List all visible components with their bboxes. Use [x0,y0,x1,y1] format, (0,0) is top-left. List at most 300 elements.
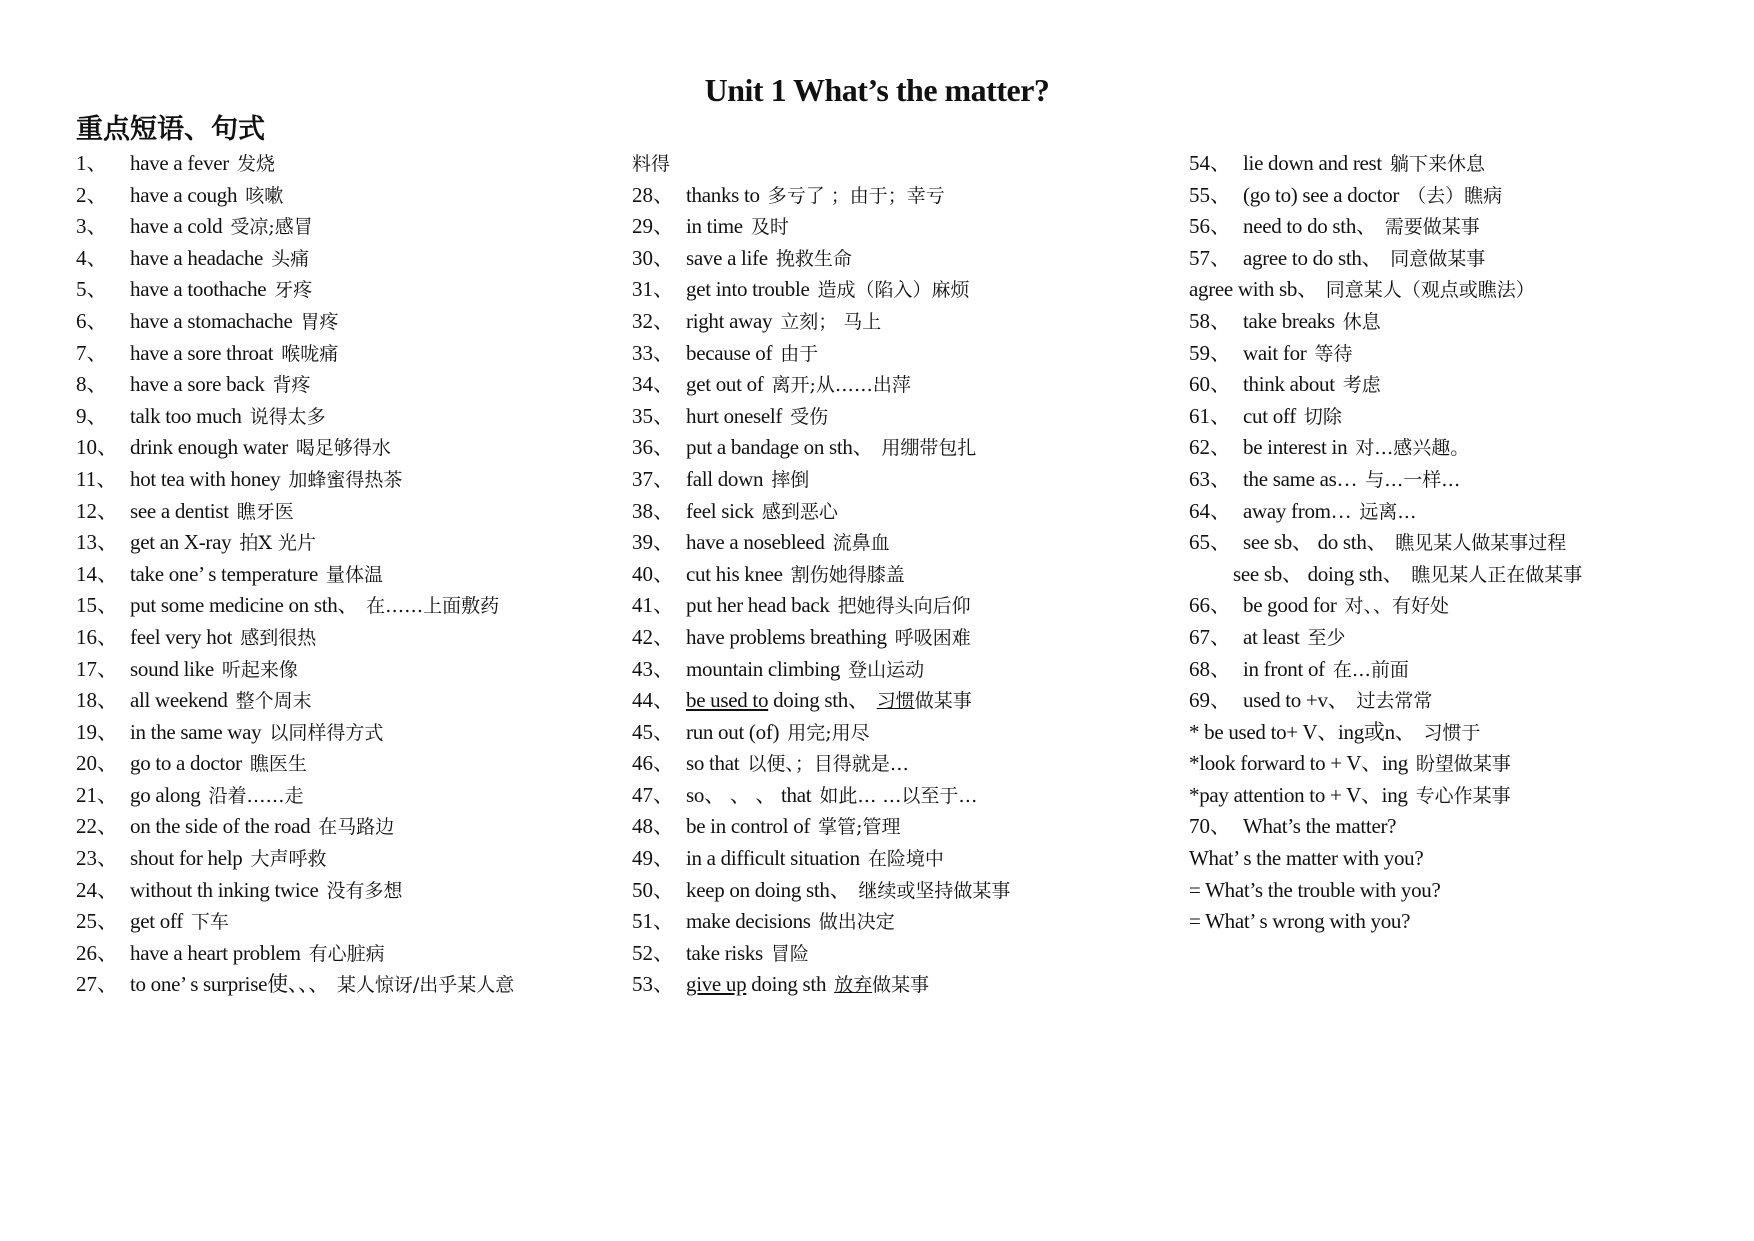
phrase-item [632,496,1172,528]
phrase-english: right away [686,308,773,333]
phrase-chinese: 拍X 光片 [239,532,316,555]
item-number: 26、 [76,940,118,965]
phrase-chinese-underlined: 放弃 [834,974,873,997]
item-number: 44、 [632,688,674,713]
item-number: 38、 [632,498,674,523]
item-number: 48、 [632,814,674,839]
phrase-chinese: 割伤她得膝盖 [790,563,905,586]
phrase-item [1189,811,1729,843]
phrase-item [1189,906,1729,938]
phrase-english: all weekend [130,688,228,713]
phrase-english: doing sth、 [768,688,869,713]
phrase-chinese: （去）瞧病 [1407,184,1503,207]
phrase-chinese: 做出决定 [818,911,895,934]
item-number: 39、 [632,530,674,555]
phrase-chinese: 瞧见某人做某事过程 [1395,532,1567,555]
phrase-chinese: 专心作某事 [1415,784,1511,807]
phrase-chinese: 同意做某事 [1390,247,1486,270]
item-number: 61、 [1189,403,1231,428]
item-number: 47、 [632,782,674,807]
phrase-english: see sb、 doing sth、 [1233,561,1404,586]
phrase-english: have a headache [130,245,264,270]
item-number: 70、 [1189,814,1231,839]
phrase-item [632,464,1172,496]
phrase-item [76,811,616,843]
phrase-item [1189,496,1729,528]
phrase-english: have a cough [130,182,238,207]
phrase-chinese: 感到恶心 [761,500,838,523]
phrase-chinese: 背疼 [272,374,311,397]
phrase-chinese: 摔倒 [771,468,810,491]
phrase-english: talk too much [130,403,242,428]
phrase-chinese: 切除 [1303,405,1342,428]
phrase-english: put some medicine on sth、 [130,593,359,618]
phrase-item [76,464,616,496]
item-number: 50、 [632,877,674,902]
phrase-english: shout for help [130,846,243,871]
phrase-chinese: 量体温 [326,563,384,586]
phrase-english: so、 、 、 that [686,782,812,807]
item-number: 36、 [632,435,674,460]
phrase-chinese: 登山运动 [848,658,925,681]
phrase-item [1189,180,1729,212]
phrase-chinese: 离开;从……出萍 [771,374,911,397]
item-number: 46、 [632,751,674,776]
phrase-item [1189,748,1729,780]
phrase-english: without th inking twice [130,877,319,902]
phrase-english: have a stomachache [130,308,293,333]
phrase-item [76,338,616,370]
phrase-chinese: 有心脏病 [308,942,385,965]
section-heading: 重点短语、句式 [76,114,265,145]
phrase-english: think about [1243,372,1335,397]
item-number: 56、 [1189,214,1231,239]
item-number: 11、 [76,466,118,491]
phrase-item [632,306,1172,338]
column-2-continuation [632,148,1172,180]
phrase-item [76,748,616,780]
item-number: 28、 [632,182,674,207]
phrase-chinese: 考虑 [1342,374,1381,397]
phrase-english: have a nosebleed [686,530,825,555]
phrase-item [632,780,1172,812]
phrase-english: sound like [130,656,214,681]
phrase-item [76,685,616,717]
item-number: 22、 [76,814,118,839]
item-number: 6、 [76,308,108,333]
phrase-english-underlined: be used to [686,688,769,713]
phrase-item [632,748,1172,780]
phrase-item [1189,211,1729,243]
phrase-chinese: 及时 [750,216,789,239]
phrase-chinese: 受伤 [790,405,829,428]
phrase-item [632,401,1172,433]
phrase-chinese: 把她得头向后仰 [837,595,971,618]
phrase-chinese: 掌管;管理 [818,816,901,839]
phrase-english: be in control of [686,814,811,839]
phrase-chinese: 瞧牙医 [236,500,294,523]
phrase-english: *pay attention to + V、ing [1189,782,1408,807]
phrase-chinese: 没有多想 [326,879,403,902]
item-number: 13、 [76,530,118,555]
item-number: 1、 [76,151,108,175]
phrase-item [76,590,616,622]
item-number: 3、 [76,214,108,239]
phrase-chinese: 立刻； 马上 [780,310,882,333]
phrase-english: go along [130,782,201,807]
item-number: 51、 [632,909,674,934]
phrase-item [1189,527,1729,559]
phrase-chinese: 在…前面 [1332,658,1409,681]
item-number: 27、 [76,972,118,997]
item-number: 31、 [632,277,674,302]
item-number: 30、 [632,245,674,270]
item-number: 42、 [632,624,674,649]
phrase-english: to one’ s surprise使、、、 [130,972,329,997]
phrase-english: lie down and rest [1243,151,1382,175]
phrase-chinese: 与…一样… [1365,468,1461,491]
item-number: 41、 [632,593,674,618]
item-number: 21、 [76,782,118,807]
phrase-item [632,338,1172,370]
phrase-item [76,369,616,401]
phrase-item [1189,464,1729,496]
phrase-english: in a difficult situation [686,846,860,871]
phrase-item [76,717,616,749]
phrase-chinese: 冒险 [770,942,809,965]
page-title: Unit 1 What’s the matter? [704,72,1050,108]
item-number: 18、 [76,688,118,713]
item-number: 65、 [1189,530,1231,555]
phrase-english: have a sore back [130,372,265,397]
phrase-chinese: 造成（陷入）麻烦 [817,279,970,302]
phrase-english: fall down [686,466,764,491]
phrase-english: have a toothache [130,277,267,302]
phrase-english: in front of [1243,656,1325,681]
phrase-chinese: 瞧医生 [249,753,307,776]
phrase-english: have a sore throat [130,340,274,365]
phrase-item [632,685,1172,717]
phrase-chinese: 同意某人（观点或瞧法） [1325,279,1535,302]
phrase-item [76,432,616,464]
phrase-item [632,938,1172,970]
phrase-english: need to do sth、 [1243,214,1377,239]
phrase-item [1189,148,1729,180]
item-number: 14、 [76,561,118,586]
item-number: 24、 [76,877,118,902]
phrase-english: take one’ s temperature [130,561,319,586]
phrase-english: feel sick [686,498,754,523]
phrase-english: take breaks [1243,308,1335,333]
phrase-item [76,875,616,907]
phrase-chinese-underlined: 习惯 [876,690,915,713]
item-number: 60、 [1189,372,1231,397]
phrase-item [76,654,616,686]
phrase-chinese: 说得太多 [249,405,326,428]
item-number: 32、 [632,308,674,333]
phrase-english: What’ s the matter with you? [1189,846,1424,871]
item-number: 58、 [1189,308,1231,333]
phrase-item [76,843,616,875]
phrase-chinese: 某人惊讶/出乎某人意 [336,974,515,997]
item-number: 64、 [1189,498,1231,523]
phrase-english: keep on doing sth、 [686,877,851,902]
continuation-text: 料得 [632,153,671,175]
item-number: 8、 [76,372,108,397]
phrase-english: go to a doctor [130,751,242,776]
phrase-english: make decisions [686,909,811,934]
phrase-english: because of [686,340,773,365]
phrase-item [632,211,1172,243]
phrase-item [632,622,1172,654]
phrase-chinese: 做某事 [914,690,972,713]
phrase-english: used to +v、 [1243,688,1349,713]
phrase-english: put her head back [686,593,830,618]
phrase-chinese: 需要做某事 [1384,216,1480,239]
phrase-item [76,274,616,306]
phrase-chinese: 咳嗽 [245,184,284,207]
item-number: 66、 [1189,593,1231,618]
item-number: 57、 [1189,245,1231,270]
item-number: 2、 [76,182,108,207]
phrase-english: see sb、 do sth、 [1243,530,1388,555]
item-number: 9、 [76,403,108,428]
phrase-item [1189,274,1729,306]
phrase-english: be good for [1243,593,1337,618]
phrase-item [76,622,616,654]
phrase-english: have a fever [130,151,229,175]
phrase-english: doing sth [746,972,827,997]
phrase-english: have a cold [130,214,223,239]
phrase-english: agree with sb、 [1189,277,1318,302]
phrase-chinese: 对、、有好处 [1344,595,1450,618]
phrase-english: wait for [1243,340,1307,365]
phrase-item [1189,717,1729,749]
phrase-chinese: 等待 [1314,342,1353,365]
item-number: 35、 [632,403,674,428]
item-number: 20、 [76,751,118,776]
phrase-chinese: 如此… …以至于… [819,784,978,807]
phrase-chinese: 躺下来休息 [1389,153,1485,175]
phrase-item [1189,780,1729,812]
phrase-item [632,180,1172,212]
phrase-item [1189,875,1729,907]
phrase-english: hot tea with honey [130,466,281,491]
item-number: 49、 [632,846,674,871]
phrase-english: thanks to [686,182,760,207]
phrase-item [76,938,616,970]
phrase-chinese: 用绷带包扎 [881,437,977,460]
phrase-chinese: 瞧见某人正在做某事 [1411,563,1583,586]
phrase-english: at least [1243,624,1300,649]
item-number: 69、 [1189,688,1231,713]
phrase-english: save a life [686,245,768,270]
phrase-english: drink enough water [130,435,288,460]
item-number: 19、 [76,719,118,744]
phrase-english: *look forward to + V、ing [1189,751,1408,776]
phrase-item [632,811,1172,843]
phrase-chinese: 由于 [780,342,819,365]
phrase-english: (go to) see a doctor [1243,182,1400,207]
phrase-item [632,243,1172,275]
phrase-item [1189,559,1729,591]
phrase-chinese: 流鼻血 [832,532,890,555]
phrase-english: cut his knee [686,561,783,586]
phrase-english: mountain climbing [686,656,841,681]
phrase-english-underlined: give up [686,972,747,997]
phrase-chinese: 用完;用尽 [787,721,870,744]
item-number: 4、 [76,245,108,270]
phrase-chinese: 挽救生命 [775,247,852,270]
phrase-item [76,401,616,433]
phrase-chinese: 多亏了 ；由于；幸亏 [767,184,945,207]
item-number: 17、 [76,656,118,681]
item-number: 12、 [76,498,118,523]
item-number: 59、 [1189,340,1231,365]
phrase-english: = What’s the trouble with you? [1189,877,1441,902]
item-number: 53、 [632,972,674,997]
phrase-item [632,843,1172,875]
phrase-english: get out of [686,372,764,397]
phrase-item [1189,401,1729,433]
item-number: 62、 [1189,435,1231,460]
phrase-item [632,369,1172,401]
item-number: 5、 [76,277,108,302]
phrase-chinese: 沿着……走 [208,784,304,807]
item-number: 67、 [1189,624,1231,649]
phrase-english: run out (of) [686,719,780,744]
phrase-item [1189,306,1729,338]
phrase-item [1189,654,1729,686]
phrase-chinese: 做某事 [872,974,930,997]
phrase-item [632,717,1172,749]
phrase-item [632,875,1172,907]
item-number: 55、 [1189,182,1231,207]
phrase-english: * be used to+ V、ing或n、 [1189,719,1416,744]
item-number: 16、 [76,624,118,649]
phrase-chinese: 继续或坚持做某事 [858,879,1011,902]
phrase-chinese: 头痛 [271,247,310,270]
phrase-item [1189,843,1729,875]
phrase-english: see a dentist [130,498,229,523]
phrase-item [1189,338,1729,370]
phrase-item [76,969,616,1001]
item-number: 68、 [1189,656,1231,681]
phrase-english: What’s the matter? [1243,814,1397,839]
item-number: 23、 [76,846,118,871]
phrase-chinese: 以同样得方式 [269,721,384,744]
phrase-chinese: 受凉;感冒 [230,216,313,239]
phrase-chinese: 对…感兴趣。 [1355,437,1470,460]
phrase-chinese: 整个周末 [235,690,312,713]
phrase-item [1189,685,1729,717]
phrase-item [1189,243,1729,275]
phrase-english: so that [686,751,740,776]
phrase-column-2 [632,148,1172,1001]
item-number: 10、 [76,435,118,460]
phrase-english: be interest in [1243,435,1348,460]
phrase-item [632,274,1172,306]
item-number: 52、 [632,940,674,965]
phrase-english: away from… [1243,498,1352,523]
item-number: 25、 [76,909,118,934]
phrase-english: get off [130,909,183,934]
phrase-chinese: 胃疼 [300,310,339,333]
phrase-item [632,654,1172,686]
phrase-english: hurt oneself [686,403,783,428]
phrase-item [76,496,616,528]
phrase-chinese: 以便、；目得就是… [747,753,909,776]
phrase-chinese: 远离… [1359,500,1417,523]
phrase-item [76,906,616,938]
phrase-chinese: 在马路边 [318,816,395,839]
item-number: 45、 [632,719,674,744]
phrase-chinese: 大声呼救 [250,848,327,871]
phrase-item [1189,369,1729,401]
item-number: 63、 [1189,466,1231,491]
phrase-chinese: 喝足够得水 [295,437,391,460]
item-number: 37、 [632,466,674,491]
item-number: 33、 [632,340,674,365]
phrase-item [76,148,616,180]
phrase-item [632,559,1172,591]
phrase-english: agree to do sth、 [1243,245,1383,270]
phrase-item [1189,432,1729,464]
phrase-chinese: 加蜂蜜得热茶 [288,468,403,491]
phrase-english: get into trouble [686,277,810,302]
phrase-english: cut off [1243,403,1296,428]
phrase-chinese: 过去常常 [1356,690,1433,713]
phrase-item [632,906,1172,938]
phrase-item [632,432,1172,464]
phrase-item [76,211,616,243]
phrase-chinese: 习惯于 [1423,721,1481,744]
item-number: 43、 [632,656,674,681]
phrase-english: have problems breathing [686,624,887,649]
phrase-chinese: 发烧 [237,153,276,175]
phrase-english: get an X-ray [130,530,232,555]
phrase-chinese: 在险境中 [867,848,944,871]
item-number: 34、 [632,372,674,397]
item-number: 54、 [1189,151,1231,175]
phrase-item [76,527,616,559]
phrase-chinese: 休息 [1342,310,1381,333]
phrase-chinese: 感到很热 [240,626,317,649]
phrase-chinese: 呼吸困难 [894,626,971,649]
item-number: 7、 [76,340,108,365]
phrase-english: on the side of the road [130,814,311,839]
phrase-item [76,780,616,812]
phrase-item [76,559,616,591]
phrase-column-3 [1189,148,1729,938]
phrase-chinese: 下车 [190,911,229,934]
phrase-english: put a bandage on sth、 [686,435,874,460]
phrase-english: the same as… [1243,466,1358,491]
phrase-chinese: 牙疼 [274,279,313,302]
phrase-english: feel very hot [130,624,233,649]
phrase-chinese: 喉咙痛 [281,342,339,365]
phrase-item [632,969,1172,1001]
phrase-chinese: 听起来像 [221,658,298,681]
phrase-column-1 [76,148,616,1001]
phrase-english: have a heart problem [130,940,301,965]
phrase-item [632,590,1172,622]
phrase-chinese: 盼望做某事 [1415,753,1511,776]
phrase-item [76,243,616,275]
phrase-item [1189,590,1729,622]
item-number: 40、 [632,561,674,586]
phrase-item [632,527,1172,559]
